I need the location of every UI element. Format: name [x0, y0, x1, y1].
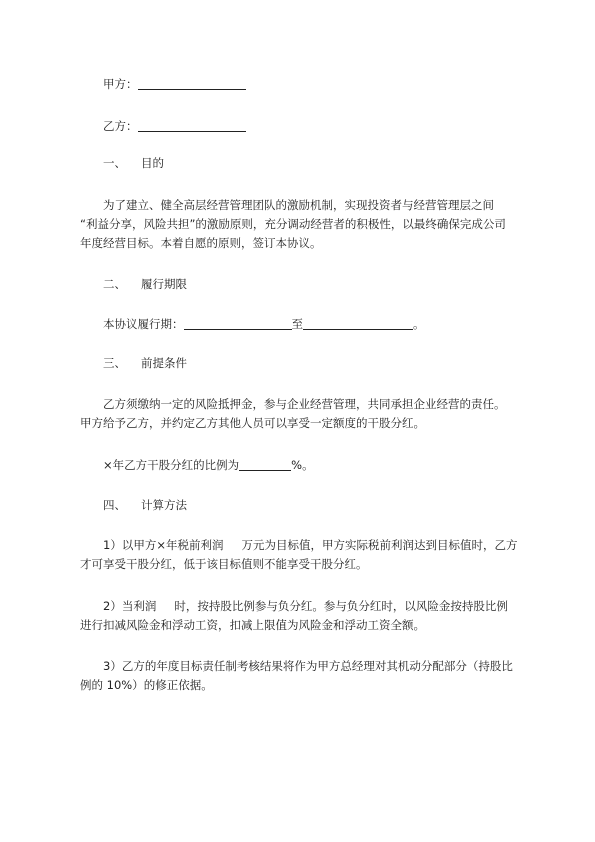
period-end-punct: 。: [413, 317, 425, 331]
period-end-blank: [303, 316, 413, 330]
dividend-ratio-line: [103, 455, 314, 475]
calc-item-1-text: 1）以甲方×年税前利润: [103, 538, 224, 552]
party-a-line: [103, 74, 246, 94]
section-4-heading: [103, 495, 187, 515]
section-1-para-line: 年度经营目标。本着自愿的原则，签订本协议。: [80, 236, 322, 250]
party-b-blank: [138, 118, 246, 132]
party-a-blank: [138, 76, 246, 90]
section-1-number: 一、: [103, 156, 126, 170]
calc-item-1-line: [103, 535, 517, 555]
section-2-title: 履行期限: [141, 277, 187, 291]
party-a-label: 甲方：: [103, 77, 138, 91]
section-4-title: 计算方法: [141, 498, 187, 512]
calc-item-2-text: 时，按持股比例参与负分红。参与负分红时，以风险金按持股比例: [174, 599, 508, 613]
section-3-title: 前提条件: [141, 356, 187, 370]
section-3-para-line: 甲方给予乙方，并约定乙方其他人员可以享受一定额度的干股分红。: [80, 416, 425, 430]
section-2-number: 二、: [103, 277, 126, 291]
section-3-para-line: 乙方须缴纳一定的风险抵押金，参与企业经营管理，共同承担企业经营的责任。: [103, 397, 506, 411]
calc-item-1-text: 万元为目标值，甲方实际税前利润达到目标值时，乙方: [241, 538, 518, 552]
dividend-ratio-suffix: %。: [291, 458, 314, 472]
section-1-heading: [103, 153, 164, 173]
party-b-label: 乙方：: [103, 119, 138, 133]
calc-item-3-line: 例的 10%）的修正依据。: [80, 678, 213, 692]
period-to-text: 至: [291, 317, 303, 331]
agreement-period-line: [103, 314, 425, 334]
section-4-number: 四、: [103, 498, 126, 512]
party-b-line: [103, 116, 246, 136]
agreement-period-label: 本协议履行期：: [103, 317, 184, 331]
period-start-blank: [184, 316, 292, 330]
section-1-para-line: “利益分享，风险共担”的激励原则，充分调动经营者的积极性，以最终确保完成公司: [80, 217, 506, 231]
dividend-ratio-blank: [239, 457, 291, 471]
calc-item-2-line: 进行扣减风险金和浮动工资，扣减上限值为风险金和浮动工资全额。: [80, 618, 425, 632]
section-1-title: 目的: [141, 156, 164, 170]
calc-item-1-line: 才可享受干股分红，低于该目标值则不能享受干股分红。: [80, 557, 368, 571]
section-3-number: 三、: [103, 356, 126, 370]
section-2-heading: [103, 274, 187, 294]
calc-item-2-text: 2）当利润: [103, 599, 157, 613]
calc-item-3-line: 3）乙方的年度目标责任制考核结果将作为甲方总经理对其机动分配部分（持股比: [103, 659, 513, 673]
section-3-heading: [103, 353, 187, 373]
calc-item-2-line: [103, 596, 508, 616]
section-1-para-line: 为了建立、健全高层经营管理团队的激励机制，实现投资者与经营管理层之间: [103, 198, 494, 212]
dividend-ratio-prefix: ×年乙方干股分红的比例为: [103, 458, 240, 472]
